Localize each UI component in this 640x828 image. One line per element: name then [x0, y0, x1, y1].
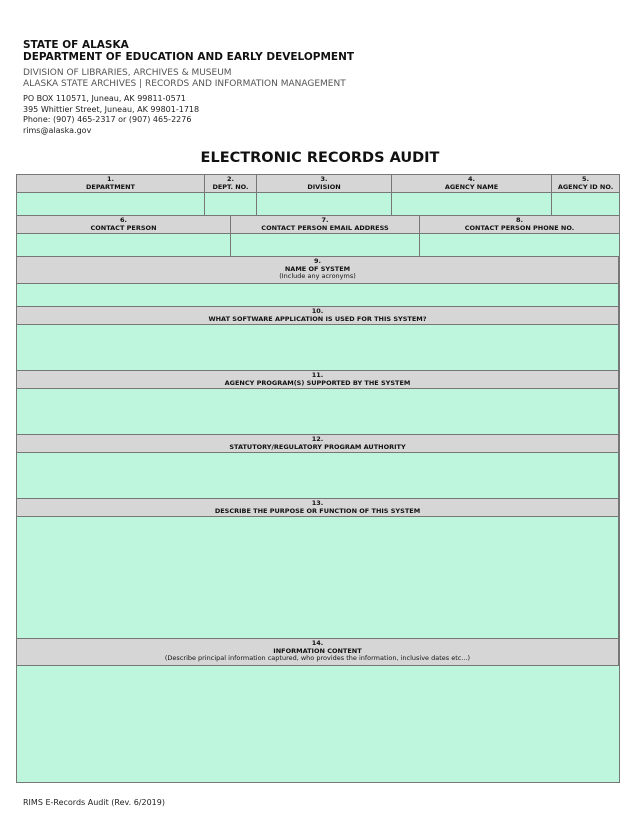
street-address: 395 Whittier Street, Juneau, AK 99801-1718: [23, 104, 200, 114]
agency-header: [23, 39, 354, 136]
software-application-field[interactable]: [17, 325, 619, 371]
po-box: PO BOX 110571, Juneau, AK 99811-0571: [23, 94, 186, 103]
label-division: 3. DIVISION: [257, 175, 392, 193]
division-field[interactable]: [257, 193, 392, 216]
label-agency-id: 5. AGENCY ID NO.: [552, 175, 619, 193]
email-line: rims@alaska.gov: [23, 125, 92, 135]
input-row-1-5: [17, 193, 619, 216]
division-name: DIVISION OF LIBRARIES, ARCHIVES & MUSEUM: [23, 68, 232, 78]
form-title: ELECTRONIC RECORDS AUDIT: [200, 150, 440, 166]
agency-programs-field[interactable]: [17, 389, 619, 435]
department-name: DEPARTMENT OF EDUCATION AND EARLY DEVELOPMENT: [23, 51, 355, 63]
label-program-authority: 12. STATUTORY/REGULATORY PROGRAM AUTHORITY: [17, 435, 619, 453]
label-department: 1. DEPARTMENT: [17, 175, 205, 193]
system-name-field[interactable]: [17, 284, 619, 307]
label-row-6-8: [17, 216, 619, 234]
agency-id-field[interactable]: [552, 193, 619, 216]
system-purpose-field[interactable]: [17, 517, 619, 639]
contact-email-field[interactable]: [231, 234, 420, 257]
audit-form: [16, 174, 620, 783]
label-row-1-5: [17, 175, 619, 193]
label-dept-no: 2. DEPT. NO.: [205, 175, 257, 193]
input-row-6-8: [17, 234, 619, 257]
label-agency-programs: 11. AGENCY PROGRAM(S) SUPPORTED BY THE SYSTEM: [17, 371, 619, 389]
label-contact-phone: 8. CONTACT PERSON PHONE NO.: [420, 216, 619, 234]
information-content-field[interactable]: [17, 666, 619, 782]
label-information-content: 14. INFORMATION CONTENT (Describe principal information captured, who provides the information, inclusive dates etc...): [17, 639, 619, 666]
form-footer: RIMS E-Records Audit (Rev. 6/2019): [23, 798, 165, 807]
program-authority-field[interactable]: [17, 453, 619, 499]
state-name: STATE OF ALASKA: [23, 39, 129, 51]
agency-name-field[interactable]: [392, 193, 552, 216]
archives-name: ALASKA STATE ARCHIVES | RECORDS AND INFORMATION MANAGEMENT: [23, 79, 346, 89]
label-system-purpose: 13. DESCRIBE THE PURPOSE OR FUNCTION OF THIS SYSTEM: [17, 499, 619, 517]
label-system-name: 9. NAME OF SYSTEM (Include any acronyms): [17, 257, 619, 284]
dept-no-field[interactable]: [205, 193, 257, 216]
contact-phone-field[interactable]: [420, 234, 619, 257]
label-contact-person: 6. CONTACT PERSON: [17, 216, 231, 234]
label-agency-name: 4. AGENCY NAME: [392, 175, 552, 193]
phone-line: Phone: (907) 465-2317 or (907) 465-2276: [23, 115, 192, 124]
label-contact-email: 7. CONTACT PERSON EMAIL ADDRESS: [231, 216, 420, 234]
label-software-application: 10. WHAT SOFTWARE APPLICATION IS USED FOR THIS SYSTEM?: [17, 307, 619, 325]
department-field[interactable]: [17, 193, 205, 216]
contact-person-field[interactable]: [17, 234, 231, 257]
